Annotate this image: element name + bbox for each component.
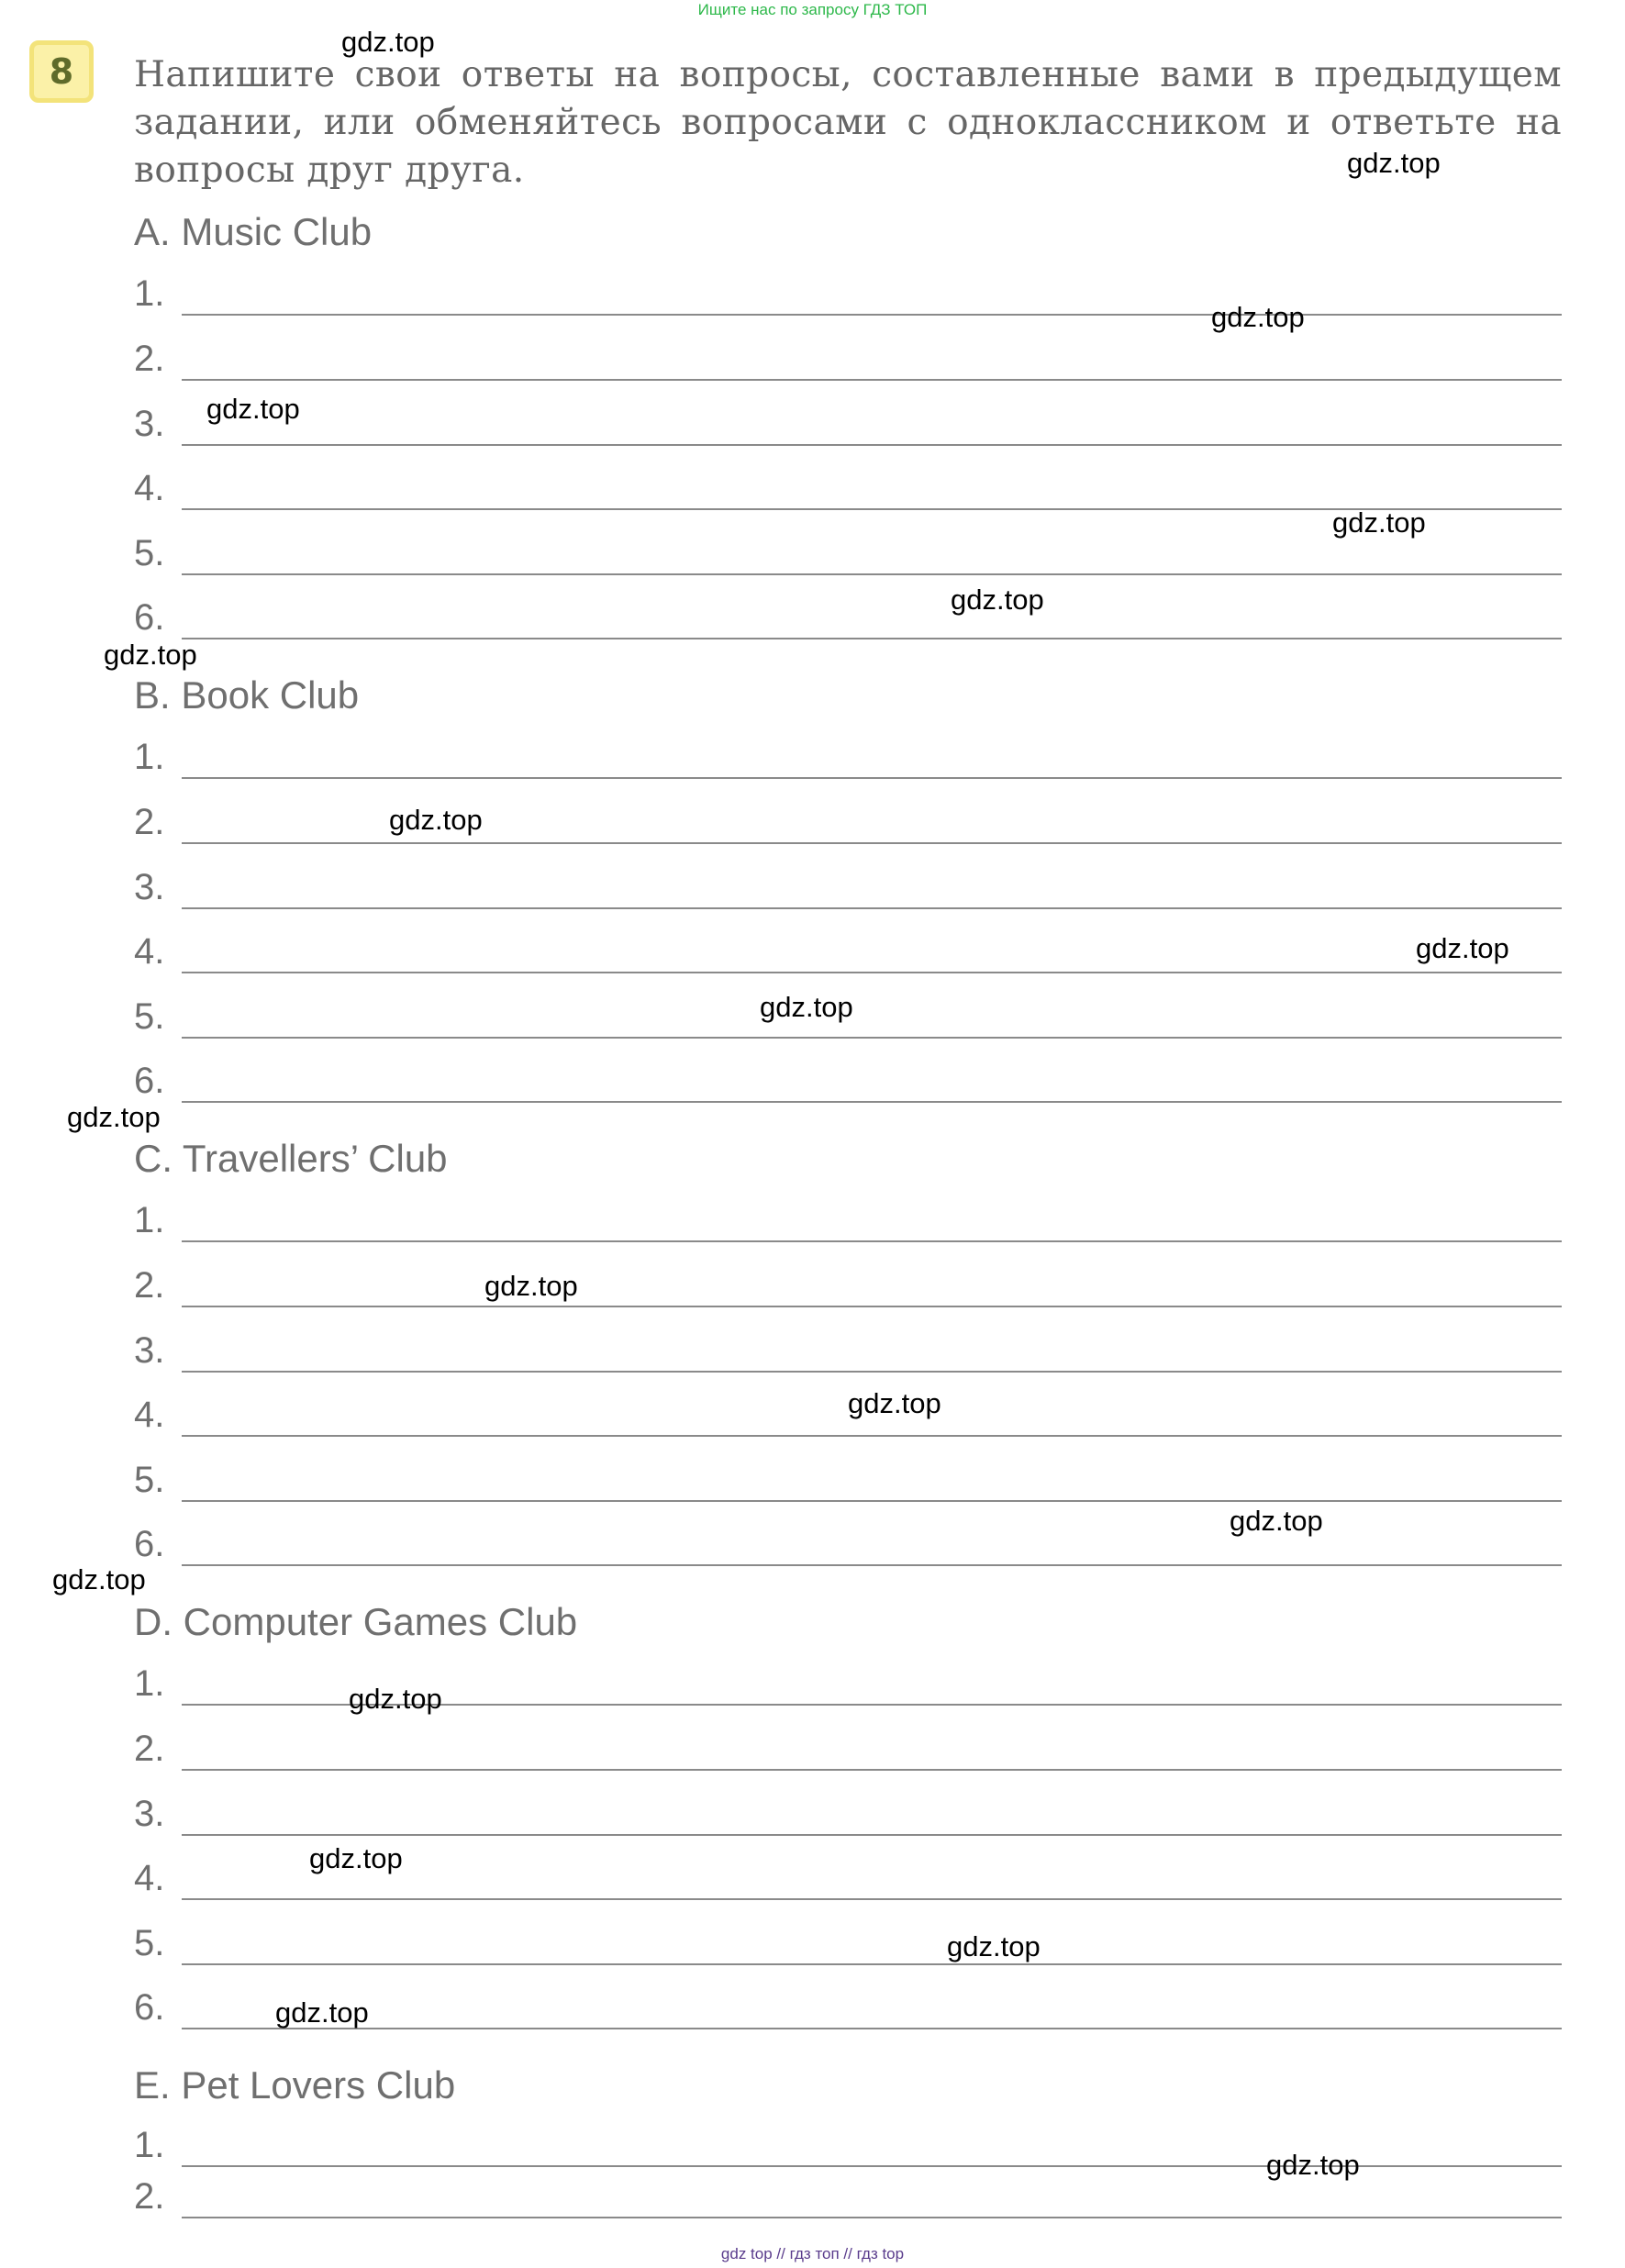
line-number: 2. xyxy=(134,1729,165,1769)
answer-line[interactable] xyxy=(134,1919,1562,1965)
answer-line[interactable] xyxy=(134,335,1562,381)
line-number: 1. xyxy=(134,737,165,777)
watermark: gdz.top xyxy=(206,393,300,425)
answer-rule xyxy=(182,972,1562,973)
answer-line[interactable] xyxy=(134,1520,1562,1566)
watermark: gdz.top xyxy=(52,1563,146,1595)
task-number-badge: 8 xyxy=(29,40,94,103)
section-title-music-club: A. Music Club xyxy=(134,210,373,253)
line-number: 2. xyxy=(134,1265,165,1306)
line-number: 6. xyxy=(134,597,165,638)
answer-rule xyxy=(182,1240,1562,1242)
answer-rule xyxy=(182,1101,1562,1103)
section-title-travellers-club: C. Travellers’ Club xyxy=(134,1137,448,1180)
watermark: gdz.top xyxy=(341,26,435,58)
answer-rule xyxy=(182,2217,1562,2218)
answer-rule xyxy=(182,314,1562,316)
answer-line[interactable] xyxy=(134,863,1562,909)
line-number: 6. xyxy=(134,1987,165,2028)
answer-line[interactable] xyxy=(134,798,1562,844)
answer-line[interactable] xyxy=(134,464,1562,510)
answer-rule xyxy=(182,1898,1562,1900)
line-number: 3. xyxy=(134,867,165,907)
answer-line[interactable] xyxy=(134,1725,1562,1771)
answer-rule xyxy=(182,1564,1562,1566)
line-number: 4. xyxy=(134,931,165,972)
answer-line[interactable] xyxy=(134,733,1562,779)
watermark: gdz.top xyxy=(760,991,853,1023)
watermark: gdz.top xyxy=(389,804,483,836)
answer-line[interactable] xyxy=(134,928,1562,973)
watermark: gdz.top xyxy=(1416,932,1509,964)
footer-note: gdz top // гдз топ // гдз top xyxy=(720,2245,905,2262)
watermark: gdz.top xyxy=(67,1101,161,1133)
answer-rule xyxy=(182,379,1562,381)
section-title-book-club: B. Book Club xyxy=(134,673,360,717)
line-number: 3. xyxy=(134,1330,165,1371)
answer-rule xyxy=(182,573,1562,575)
answer-rule xyxy=(182,638,1562,639)
line-number: 2. xyxy=(134,802,165,842)
watermark: gdz.top xyxy=(848,1387,941,1419)
watermark: gdz.top xyxy=(951,584,1044,616)
answer-line[interactable] xyxy=(134,1790,1562,1836)
watermark: gdz.top xyxy=(947,1930,1041,1962)
watermark: gdz.top xyxy=(349,1683,442,1715)
line-number: 2. xyxy=(134,2176,165,2217)
answer-rule xyxy=(182,842,1562,844)
line-number: 6. xyxy=(134,1061,165,1101)
line-number: 4. xyxy=(134,1858,165,1898)
watermark: gdz.top xyxy=(1332,506,1426,539)
answer-rule xyxy=(182,1037,1562,1039)
task-instruction: Напишите свои ответы на вопросы, составленные вами в предыдущем задании, или обменяйтесь вопросами с одноклассником и ответьте на вопросы друг друга. xyxy=(134,54,1562,191)
line-number: 2. xyxy=(134,339,165,379)
answer-rule xyxy=(182,2028,1562,2029)
line-number: 1. xyxy=(134,2125,165,2165)
answer-rule xyxy=(182,907,1562,909)
watermark: gdz.top xyxy=(1230,1505,1323,1537)
line-number: 6. xyxy=(134,1524,165,1564)
answer-line[interactable] xyxy=(134,594,1562,639)
watermark: gdz.top xyxy=(309,1842,403,1874)
answer-line[interactable] xyxy=(134,1327,1562,1373)
line-number: 5. xyxy=(134,1923,165,1963)
section-title-pet-lovers-club: E. Pet Lovers Club xyxy=(134,2063,456,2107)
answer-rule xyxy=(182,1306,1562,1307)
answer-rule xyxy=(182,1371,1562,1373)
line-number: 3. xyxy=(134,404,165,444)
line-number: 5. xyxy=(134,1460,165,1500)
top-note: Ищите нас по запросу ГДЗ ТОП xyxy=(697,1,928,18)
answer-rule xyxy=(182,1769,1562,1771)
answer-rule xyxy=(182,1435,1562,1437)
answer-line[interactable] xyxy=(134,1057,1562,1103)
watermark: gdz.top xyxy=(1347,147,1441,179)
answer-rule xyxy=(182,1963,1562,1965)
watermark: gdz.top xyxy=(484,1270,578,1302)
watermark: gdz.top xyxy=(275,1996,369,2029)
line-number: 4. xyxy=(134,468,165,508)
watermark: gdz.top xyxy=(1266,2149,1360,2181)
watermark: gdz.top xyxy=(104,639,197,671)
answer-rule xyxy=(182,777,1562,779)
answer-line[interactable] xyxy=(134,270,1562,316)
line-number: 1. xyxy=(134,273,165,314)
line-number: 1. xyxy=(134,1200,165,1240)
answer-line[interactable] xyxy=(134,1262,1562,1307)
section-title-computer-games-club: D. Computer Games Club xyxy=(134,1600,578,1643)
answer-rule xyxy=(182,444,1562,446)
line-number: 5. xyxy=(134,533,165,573)
line-number: 4. xyxy=(134,1395,165,1435)
line-number: 1. xyxy=(134,1663,165,1704)
answer-line[interactable] xyxy=(134,1196,1562,1242)
answer-rule xyxy=(182,1834,1562,1836)
answer-line[interactable] xyxy=(134,1456,1562,1502)
watermark: gdz.top xyxy=(1211,301,1305,333)
line-number: 5. xyxy=(134,996,165,1037)
answer-rule xyxy=(182,1500,1562,1502)
answer-line[interactable] xyxy=(134,400,1562,446)
line-number: 3. xyxy=(134,1794,165,1834)
